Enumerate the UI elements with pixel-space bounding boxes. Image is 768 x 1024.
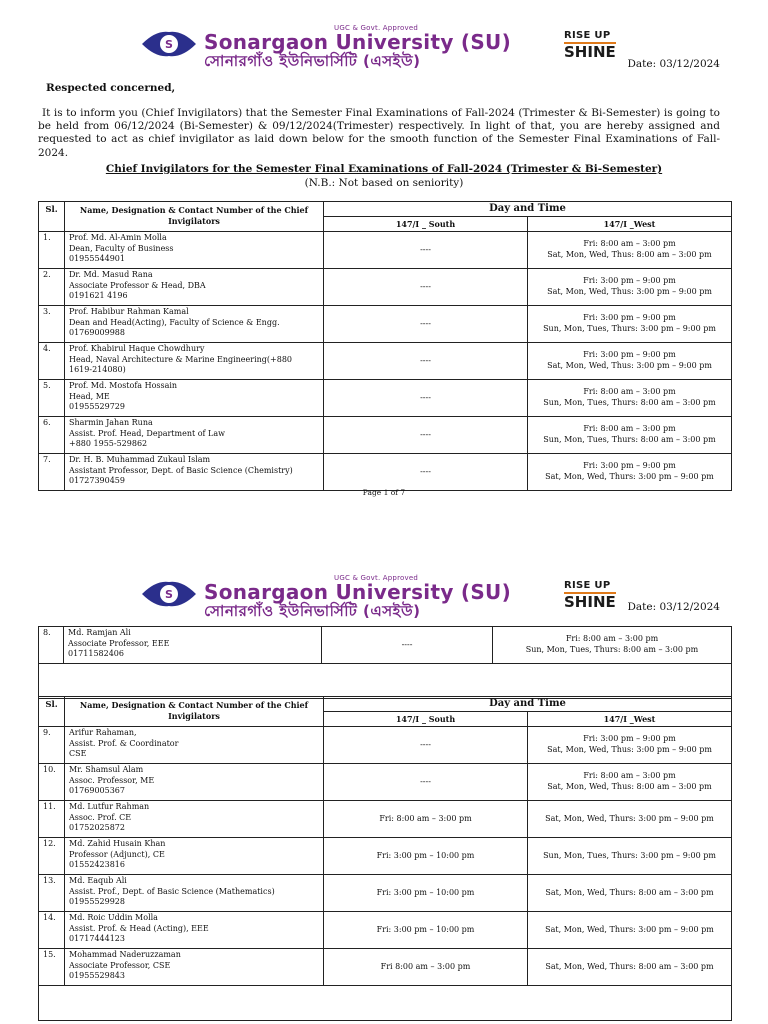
schedule-line: Fri: 8:00 am – 3:00 pm bbox=[583, 771, 676, 781]
table-row bbox=[39, 627, 732, 664]
invigilator-line: Md. Lutfur Rahman bbox=[69, 802, 150, 811]
schedule-line: Fri: 8:00 am – 3:00 pm bbox=[379, 813, 472, 823]
cell-schedule-south bbox=[324, 949, 528, 986]
cell-schedule-south bbox=[324, 417, 528, 454]
university-name-block bbox=[204, 574, 574, 618]
invigilator-line: 01727390459 bbox=[69, 476, 125, 486]
table-row bbox=[39, 912, 732, 949]
invigilator-line: 01955544901 bbox=[69, 254, 125, 264]
approval-tagline: UGC & Govt. Approved bbox=[334, 24, 418, 32]
invigilator-line: Assist. Prof. Head, Department of Law bbox=[69, 428, 225, 438]
header-south: 147/I _ South bbox=[324, 217, 528, 232]
schedule-line: Fri: 8:00 am – 3:00 pm bbox=[583, 239, 676, 249]
cell-schedule-west bbox=[528, 764, 732, 801]
header-west: 147/I _West bbox=[528, 217, 732, 232]
invigilator-line: 01552423816 bbox=[69, 860, 125, 870]
invigilator-line: Dean, Faculty of Business bbox=[69, 243, 174, 253]
cell-schedule-west bbox=[528, 454, 732, 491]
cell-schedule-west bbox=[493, 627, 732, 664]
cell-schedule-south bbox=[324, 343, 528, 380]
cell-invigilator bbox=[65, 269, 324, 306]
invigilator-line: Dean and Head(Acting), Faculty of Science & Engg. bbox=[69, 317, 280, 327]
table-row bbox=[39, 232, 732, 269]
header-west: 147/I _West bbox=[528, 712, 732, 727]
cell-invigilator bbox=[65, 912, 324, 949]
svg-text:S: S bbox=[165, 588, 173, 601]
cell-schedule-south bbox=[324, 764, 528, 801]
table-subtitle: (N.B.: Not based on seniority) bbox=[304, 177, 464, 189]
invigilator-line: Prof. Md. Al-Amin Molla bbox=[69, 233, 167, 242]
slogan-shine: SHINE bbox=[564, 593, 616, 611]
header-sl: Sl. bbox=[39, 697, 65, 727]
approval-tagline: UGC & Govt. Approved bbox=[334, 574, 418, 582]
cell-schedule-west bbox=[528, 875, 732, 912]
cell-serial: 6. bbox=[39, 417, 65, 454]
cell-invigilator bbox=[65, 764, 324, 801]
invigilator-line: Md. Eaqub Ali bbox=[69, 876, 127, 885]
invigilator-line: Head, ME bbox=[69, 391, 110, 401]
blank-cell bbox=[39, 664, 732, 699]
salutation: Respected concerned, bbox=[46, 82, 176, 94]
invigilator-line: Prof. Habibur Rahman Kamal bbox=[69, 307, 189, 316]
header-south: 147/I _ South bbox=[324, 712, 528, 727]
schedule-line: Sun, Mon, Tues, Thurs: 8:00 am – 3:00 pm bbox=[543, 398, 716, 407]
table-row bbox=[39, 875, 732, 912]
invigilator-line: Assoc. Professor, ME bbox=[69, 775, 155, 785]
schedule-line: ---- bbox=[401, 639, 413, 649]
invigilator-line: Head, Naval Architecture & Marine Engineering(+880 bbox=[69, 354, 293, 364]
page-number: Page 1 of 7 bbox=[362, 488, 406, 497]
cell-schedule-west bbox=[528, 417, 732, 454]
invigilator-line: CSE bbox=[69, 749, 87, 759]
table-row bbox=[39, 949, 732, 986]
schedule-line: Sat, Mon, Wed, Thus: 3:00 pm – 9:00 pm bbox=[547, 361, 712, 370]
schedule-line: Sun, Mon, Tues, Thurs: 8:00 am – 3:00 pm bbox=[543, 435, 716, 444]
header-sl: Sl. bbox=[39, 202, 65, 232]
slogan-logo bbox=[564, 26, 634, 64]
cell-schedule-south bbox=[324, 269, 528, 306]
schedule-line: ---- bbox=[420, 392, 431, 402]
cell-schedule-south bbox=[324, 380, 528, 417]
cell-serial: 2. bbox=[39, 269, 65, 306]
cell-schedule-west bbox=[528, 380, 732, 417]
cell-serial: 7. bbox=[39, 454, 65, 491]
cell-invigilator bbox=[64, 627, 322, 664]
table-title bbox=[0, 163, 768, 175]
schedule-line: Sun, Mon, Tues, Thurs: 3:00 pm – 9:00 pm bbox=[543, 850, 716, 860]
table-header bbox=[39, 202, 732, 232]
invigilator-line: Assist. Prof. & Coordinator bbox=[69, 738, 179, 748]
schedule-line: ---- bbox=[420, 281, 431, 291]
document-page-2 bbox=[0, 560, 768, 1024]
cell-invigilator bbox=[65, 343, 324, 380]
cell-schedule-south bbox=[322, 627, 493, 664]
schedule-line: Fri: 3:00 pm – 9:00 pm bbox=[583, 461, 676, 471]
invigilator-line: Md. Ramjan Ali bbox=[68, 628, 131, 637]
university-name-bengali: সোনারগাঁও ইউনিভার্সিটি (এসইউ) bbox=[204, 52, 421, 70]
document-date: Date: 03/12/2024 bbox=[627, 58, 720, 70]
cell-schedule-south bbox=[324, 875, 528, 912]
schedule-line: Fri: 3:00 pm – 10:00 pm bbox=[376, 887, 475, 897]
invigilator-line: Assoc. Prof. CE bbox=[69, 812, 132, 822]
invigilator-line: 01717444123 bbox=[69, 934, 125, 944]
invigilator-table-page-1 bbox=[38, 201, 732, 491]
schedule-line: Fri: 8:00 am – 3:00 pm bbox=[583, 387, 676, 397]
schedule-line: Fri: 3:00 pm – 9:00 pm bbox=[583, 313, 676, 323]
schedule-line: Sat, Mon, Wed, Thurs: 3:00 pm – 9:00 pm bbox=[545, 813, 714, 823]
invigilator-line: 01752025872 bbox=[69, 823, 125, 833]
table-row bbox=[39, 764, 732, 801]
schedule-line: Sat, Mon, Wed, Thurs: 8:00 am – 3:00 pm bbox=[545, 887, 714, 897]
schedule-line: Sat, Mon, Wed, Thus: 8:00 am – 3:00 pm bbox=[547, 782, 712, 791]
invigilator-line: Md. Roic Uddin Molla bbox=[69, 913, 158, 922]
invigilator-line: 01955529928 bbox=[69, 897, 125, 907]
intro-paragraph: It is to inform you (Chief Invigilators) that the Semester Final Examinations of Fall-2024 (Trimester & Bi-Semester) is going to be held from 06/12/2024 (Bi-Semester) & 09/12/2024(Trimester) respectively. In light of that, you are hereby assigned and requested to act as chief invigilator as laid down below for the smooth function of the Semester Final Examinations of Fall-2024. bbox=[38, 107, 720, 159]
table-row bbox=[39, 380, 732, 417]
schedule-line: Sat, Mon, Wed, Thurs: 8:00 am – 3:00 pm bbox=[545, 961, 714, 971]
cell-schedule-west bbox=[528, 232, 732, 269]
cell-serial: 14. bbox=[39, 912, 65, 949]
invigilator-line: 1619-214080) bbox=[69, 365, 126, 375]
cell-schedule-west bbox=[528, 912, 732, 949]
cell-schedule-west bbox=[528, 949, 732, 986]
cell-invigilator bbox=[65, 417, 324, 454]
table-row bbox=[39, 838, 732, 875]
slogan-logo bbox=[564, 576, 634, 614]
cell-invigilator bbox=[65, 727, 324, 764]
cell-invigilator bbox=[65, 801, 324, 838]
invigilator-line: 01955529729 bbox=[69, 402, 125, 412]
invigilator-line: Md. Zahid Husain Khan bbox=[69, 839, 166, 848]
header-name: Name, Designation & Contact Number of the Chief Invigilators bbox=[65, 697, 324, 727]
schedule-line: ---- bbox=[420, 739, 431, 749]
cell-schedule-south bbox=[324, 838, 528, 875]
table-row bbox=[39, 417, 732, 454]
cell-serial: 4. bbox=[39, 343, 65, 380]
schedule-line: Sat, Mon, Wed, Thus: 3:00 pm – 9:00 pm bbox=[547, 287, 712, 296]
schedule-line: Sun, Mon, Tues, Thurs: 3:00 pm – 9:00 pm bbox=[543, 324, 716, 333]
invigilator-line: Dr. Md. Masud Rana bbox=[69, 270, 153, 279]
invigilator-line: Associate Professor, EEE bbox=[68, 638, 170, 648]
schedule-line: Fri: 3:00 pm – 10:00 pm bbox=[376, 850, 475, 860]
table-body bbox=[39, 232, 732, 491]
cell-serial: 9. bbox=[39, 727, 65, 764]
cell-serial: 12. bbox=[39, 838, 65, 875]
cell-serial: 8. bbox=[39, 627, 64, 664]
schedule-line: Sat, Mon, Wed, Thurs: 3:00 pm – 9:00 pm bbox=[545, 924, 714, 934]
table-row bbox=[39, 727, 732, 764]
schedule-line: Sat, Mon, Wed, Thus: 8:00 am – 3:00 pm bbox=[547, 250, 712, 259]
schedule-line: Fri: 8:00 am – 3:00 pm bbox=[565, 634, 659, 644]
table-header bbox=[39, 697, 732, 727]
table-row bbox=[39, 269, 732, 306]
invigilator-line: Dr. H. B. Muhammad Zukaul Islam bbox=[69, 455, 211, 464]
cell-serial: 1. bbox=[39, 232, 65, 269]
invigilator-line: Prof. Khabirul Haque Chowdhury bbox=[69, 344, 205, 353]
cell-invigilator bbox=[65, 875, 324, 912]
cell-schedule-south bbox=[324, 306, 528, 343]
slogan-rise-up: RISE UP bbox=[564, 580, 611, 591]
schedule-line: Fri: 3:00 pm – 9:00 pm bbox=[583, 734, 676, 744]
university-header bbox=[140, 24, 630, 68]
invigilator-line: 01769009988 bbox=[69, 328, 125, 338]
table-row bbox=[39, 306, 732, 343]
schedule-line: Sat, Mon, Wed, Thurs: 3:00 pm – 9:00 pm bbox=[545, 472, 714, 481]
cell-invigilator bbox=[65, 232, 324, 269]
invigilator-line: Assist. Prof. & Head (Acting), EEE bbox=[69, 923, 209, 933]
header-name: Name, Designation & Contact Number of the Chief Invigilators bbox=[65, 202, 324, 232]
university-header bbox=[140, 574, 630, 618]
cell-serial: 10. bbox=[39, 764, 65, 801]
schedule-line: ---- bbox=[420, 244, 431, 254]
invigilator-line: 0191621 4196 bbox=[69, 291, 128, 301]
cell-schedule-south bbox=[324, 232, 528, 269]
table-row bbox=[39, 454, 732, 491]
cell-serial: 5. bbox=[39, 380, 65, 417]
invigilator-line: Associate Professor & Head, DBA bbox=[69, 280, 206, 290]
blank-row bbox=[39, 986, 732, 1021]
header-day-time: Day and Time bbox=[324, 202, 732, 217]
invigilator-table-continued bbox=[38, 626, 732, 699]
cell-invigilator bbox=[65, 380, 324, 417]
cell-serial: 15. bbox=[39, 949, 65, 986]
schedule-line: ---- bbox=[420, 355, 431, 365]
table-body bbox=[39, 727, 732, 1021]
schedule-line: Sat, Mon, Wed, Thus: 3:00 pm – 9:00 pm bbox=[547, 745, 712, 754]
schedule-line: ---- bbox=[420, 318, 431, 328]
slogan-rise-up: RISE UP bbox=[564, 30, 611, 41]
header-day-time: Day and Time bbox=[324, 697, 732, 712]
cell-schedule-west bbox=[528, 306, 732, 343]
slogan-shine: SHINE bbox=[564, 43, 616, 61]
cell-serial: 13. bbox=[39, 875, 65, 912]
invigilator-table-page-2 bbox=[38, 696, 732, 1021]
university-name-block bbox=[204, 24, 574, 68]
cell-invigilator bbox=[65, 454, 324, 491]
cell-schedule-south bbox=[324, 801, 528, 838]
cell-invigilator bbox=[65, 306, 324, 343]
schedule-line: ---- bbox=[420, 429, 431, 439]
blank-cell bbox=[39, 986, 732, 1021]
invigilator-line: Professor (Adjunct), CE bbox=[69, 849, 165, 859]
schedule-line: Sun, Mon, Tues, Thurs: 8:00 am – 3:00 pm bbox=[525, 645, 699, 654]
university-name-english: Sonargaon University (SU) bbox=[204, 30, 512, 54]
university-name-bengali: সোনারগাঁও ইউনিভার্সিটি (এসইউ) bbox=[204, 602, 421, 620]
schedule-line: Fri: 8:00 am – 3:00 pm bbox=[583, 424, 676, 434]
invigilator-line: Assist. Prof., Dept. of Basic Science (Mathematics) bbox=[69, 886, 275, 896]
cell-schedule-west bbox=[528, 838, 732, 875]
table-row bbox=[39, 343, 732, 380]
university-seal-logo bbox=[140, 28, 198, 60]
invigilator-line: 01711582406 bbox=[68, 649, 124, 659]
invigilator-line: 01769005367 bbox=[69, 786, 125, 796]
cell-serial: 3. bbox=[39, 306, 65, 343]
schedule-line: Fri: 3:00 pm – 9:00 pm bbox=[583, 276, 676, 286]
schedule-line: ---- bbox=[420, 466, 431, 476]
cell-schedule-south bbox=[324, 454, 528, 491]
cell-schedule-west bbox=[528, 269, 732, 306]
invigilator-line: Assistant Professor, Dept. of Basic Science (Chemistry) bbox=[69, 465, 293, 475]
invigilator-line: Prof. Md. Mostofa Hossain bbox=[69, 381, 178, 390]
cell-schedule-west bbox=[528, 801, 732, 838]
invigilator-line: Arifur Rahaman, bbox=[69, 728, 137, 737]
schedule-line: Fri 8:00 am – 3:00 pm bbox=[380, 961, 471, 971]
cell-invigilator bbox=[65, 949, 324, 986]
blank-row bbox=[39, 664, 732, 699]
cell-schedule-west bbox=[528, 727, 732, 764]
university-name-english: Sonargaon University (SU) bbox=[204, 580, 512, 604]
svg-text:S: S bbox=[165, 38, 173, 51]
table-row bbox=[39, 801, 732, 838]
invigilator-line: Sharmin Jahan Runa bbox=[69, 418, 153, 427]
invigilator-line: Mr. Shamsul Alam bbox=[69, 765, 144, 774]
cell-schedule-south bbox=[324, 727, 528, 764]
document-date: Date: 03/12/2024 bbox=[627, 601, 720, 613]
invigilator-line: Mohammad Naderuzzaman bbox=[69, 950, 181, 959]
schedule-line: Fri: 3:00 pm – 9:00 pm bbox=[583, 350, 676, 360]
cell-schedule-west bbox=[528, 343, 732, 380]
schedule-line: Fri: 3:00 pm – 10:00 pm bbox=[376, 924, 475, 934]
table-title-text: Chief Invigilators for the Semester Final Examinations of Fall-2024 (Trimester & Bi-Semester) bbox=[105, 163, 663, 175]
invigilator-line: 01955529843 bbox=[69, 971, 125, 981]
cell-serial: 11. bbox=[39, 801, 65, 838]
cell-invigilator bbox=[65, 838, 324, 875]
cell-schedule-south bbox=[324, 912, 528, 949]
schedule-line: ---- bbox=[420, 776, 431, 786]
university-seal-logo bbox=[140, 578, 198, 610]
invigilator-line: +880 1955-529862 bbox=[69, 439, 148, 449]
invigilator-line: Associate Professor, CSE bbox=[69, 960, 171, 970]
table-body bbox=[39, 627, 732, 699]
